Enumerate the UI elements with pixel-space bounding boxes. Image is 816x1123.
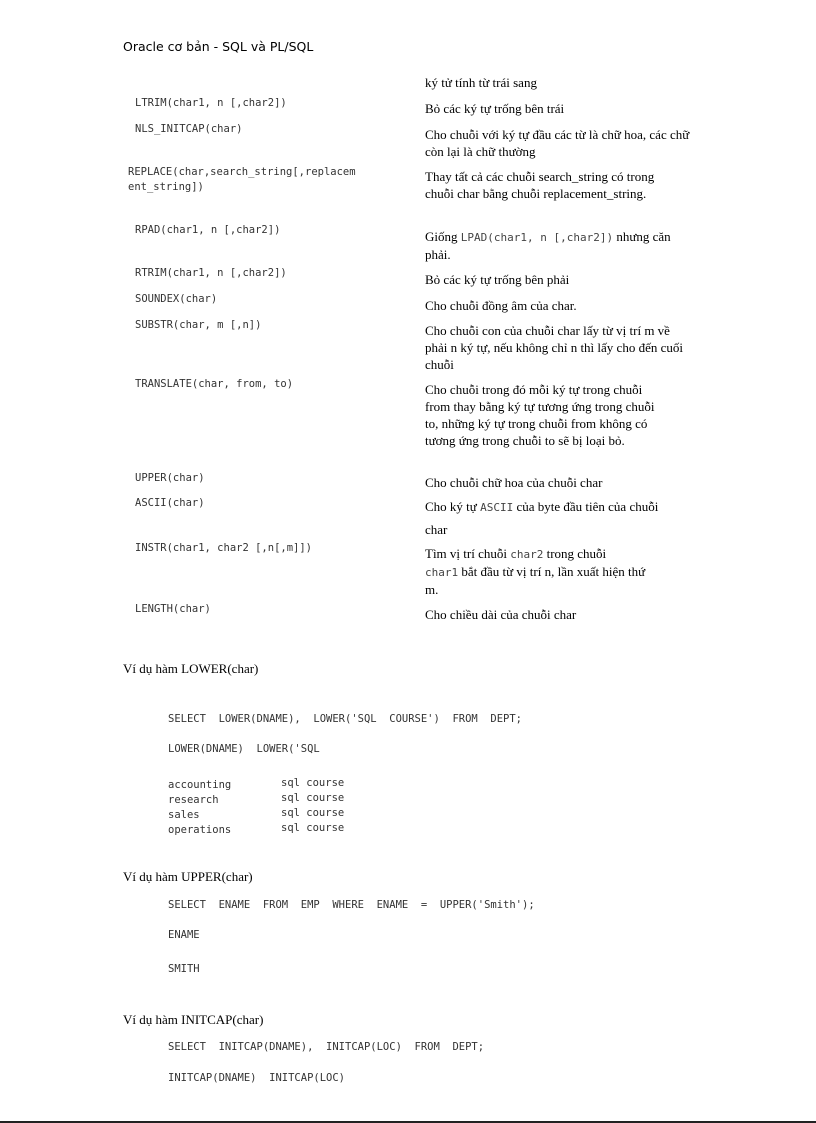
desc-rpad-post: nhưng căn phải. [425, 229, 671, 262]
desc-ascii-code: ASCII [480, 501, 514, 514]
fn-translate: TRANSLATE(char, from, to) [135, 378, 294, 390]
desc-replace: Thay tất cả các chuỗi search_string có trong chuỗi char bằng chuỗi replacement_string. [425, 169, 655, 201]
desc-substr: Cho chuỗi con của chuỗi char lấy từ vị trí m về phải n ký tự, nếu không chỉ n thì lấy cho đến cuối chuỗi [425, 323, 683, 372]
desc-rtrim: Bỏ các ký tự trống bên phải [425, 272, 570, 287]
result-row [168, 806, 345, 821]
desc-instr-pre: Tìm vị trí chuỗi [425, 546, 511, 561]
result-row [168, 791, 345, 806]
example-lower-result-header: LOWER(DNAME) LOWER('SQL [168, 743, 320, 755]
desc-ascii-post: của byte đầu tiên của chuỗi [513, 499, 659, 514]
result-row [168, 776, 345, 791]
example-lower-heading: Ví dụ hàm LOWER(char) [123, 661, 259, 676]
example-upper-query: SELECT ENAME FROM EMP WHERE ENAME = UPPER('Smith'); [168, 899, 535, 911]
desc-rpad-pre: Giống [425, 229, 461, 244]
result-cell: sql course [281, 807, 345, 819]
result-cell: sql course [281, 792, 345, 804]
desc-instr-post: trong chuỗi [543, 546, 607, 561]
desc-upper: Cho chuỗi chữ hoa của chuỗi char [425, 475, 603, 490]
example-lower-results [168, 776, 345, 836]
example-upper-result-value: SMITH [168, 963, 200, 975]
fn-soundex: SOUNDEX(char) [135, 293, 218, 305]
fn-upper: UPPER(char) [135, 472, 205, 484]
example-lower-query: SELECT LOWER(DNAME), LOWER('SQL COURSE') FROM DEPT; [168, 713, 523, 725]
result-cell: accounting [168, 779, 232, 791]
example-initcap-result-header: INITCAP(DNAME) INITCAP(LOC) [168, 1072, 346, 1084]
desc-ascii [425, 496, 705, 541]
desc-length: Cho chiều dài của chuỗi char [425, 607, 577, 622]
desc-translate: Cho chuỗi trong đó mỗi ký tự trong chuỗi from thay bằng ký tự tương ứng trong chuỗi to, những ký tự trong chuỗi from không có tương ứng trong chuỗi to sẽ bị loại bỏ. [425, 382, 655, 448]
desc-soundex: Cho chuỗi đồng âm của char. [425, 298, 577, 313]
result-cell: research [168, 794, 219, 806]
fn-ascii: ASCII(char) [135, 497, 205, 509]
result-row [168, 821, 345, 836]
fn-length: LENGTH(char) [135, 603, 211, 615]
example-upper-result-header: ENAME [168, 929, 200, 941]
desc-instr-code2: char1 [425, 566, 459, 579]
desc-rpad [425, 228, 695, 263]
desc-ascii-line2: char [425, 522, 448, 537]
desc-instr-code: char2 [510, 548, 544, 561]
result-cell: operations [168, 824, 232, 836]
fn-nls-initcap: NLS_INITCAP(char) [135, 123, 243, 135]
example-upper-heading: Ví dụ hàm UPPER(char) [123, 869, 253, 884]
fn-rpad: RPAD(char1, n [,char2]) [135, 224, 281, 236]
desc-nls-initcap: Cho chuỗi với ký tự đầu các từ là chữ hoa, các chữ còn lại là chữ thường [425, 127, 690, 159]
desc-rpad-code: LPAD(char1, n [,char2]) [460, 231, 614, 244]
desc-ltrim: Bỏ các ký tự trống bên trái [425, 101, 565, 116]
fn-replace: REPLACE(char,search_string[,replacem ent_string]) [128, 166, 356, 193]
fn-rtrim: RTRIM(char1, n [,char2]) [135, 267, 287, 279]
example-initcap-heading: Ví dụ hàm INITCAP(char) [123, 1012, 264, 1027]
result-cell: sql course [281, 777, 345, 789]
desc-ascii-pre: Cho ký tự [425, 499, 481, 514]
desc-instr [425, 545, 655, 598]
result-cell: sql course [281, 822, 345, 834]
fn-instr: INSTR(char1, char2 [,n[,m]]) [135, 542, 313, 554]
fn-ltrim: LTRIM(char1, n [,char2]) [135, 97, 287, 109]
example-initcap-query: SELECT INITCAP(DNAME), INITCAP(LOC) FROM DEPT; [168, 1041, 485, 1053]
fn-substr: SUBSTR(char, m [,n]) [135, 319, 262, 331]
page-header-title: Oracle cơ bản - SQL và PL/SQL [123, 39, 314, 54]
result-cell: sales [168, 809, 200, 821]
desc-instr-post2: bắt đầu từ vị trí n, lần xuất hiện thứ m. [425, 564, 646, 597]
continuation-text: ký tử tính từ trái sang [425, 75, 537, 90]
